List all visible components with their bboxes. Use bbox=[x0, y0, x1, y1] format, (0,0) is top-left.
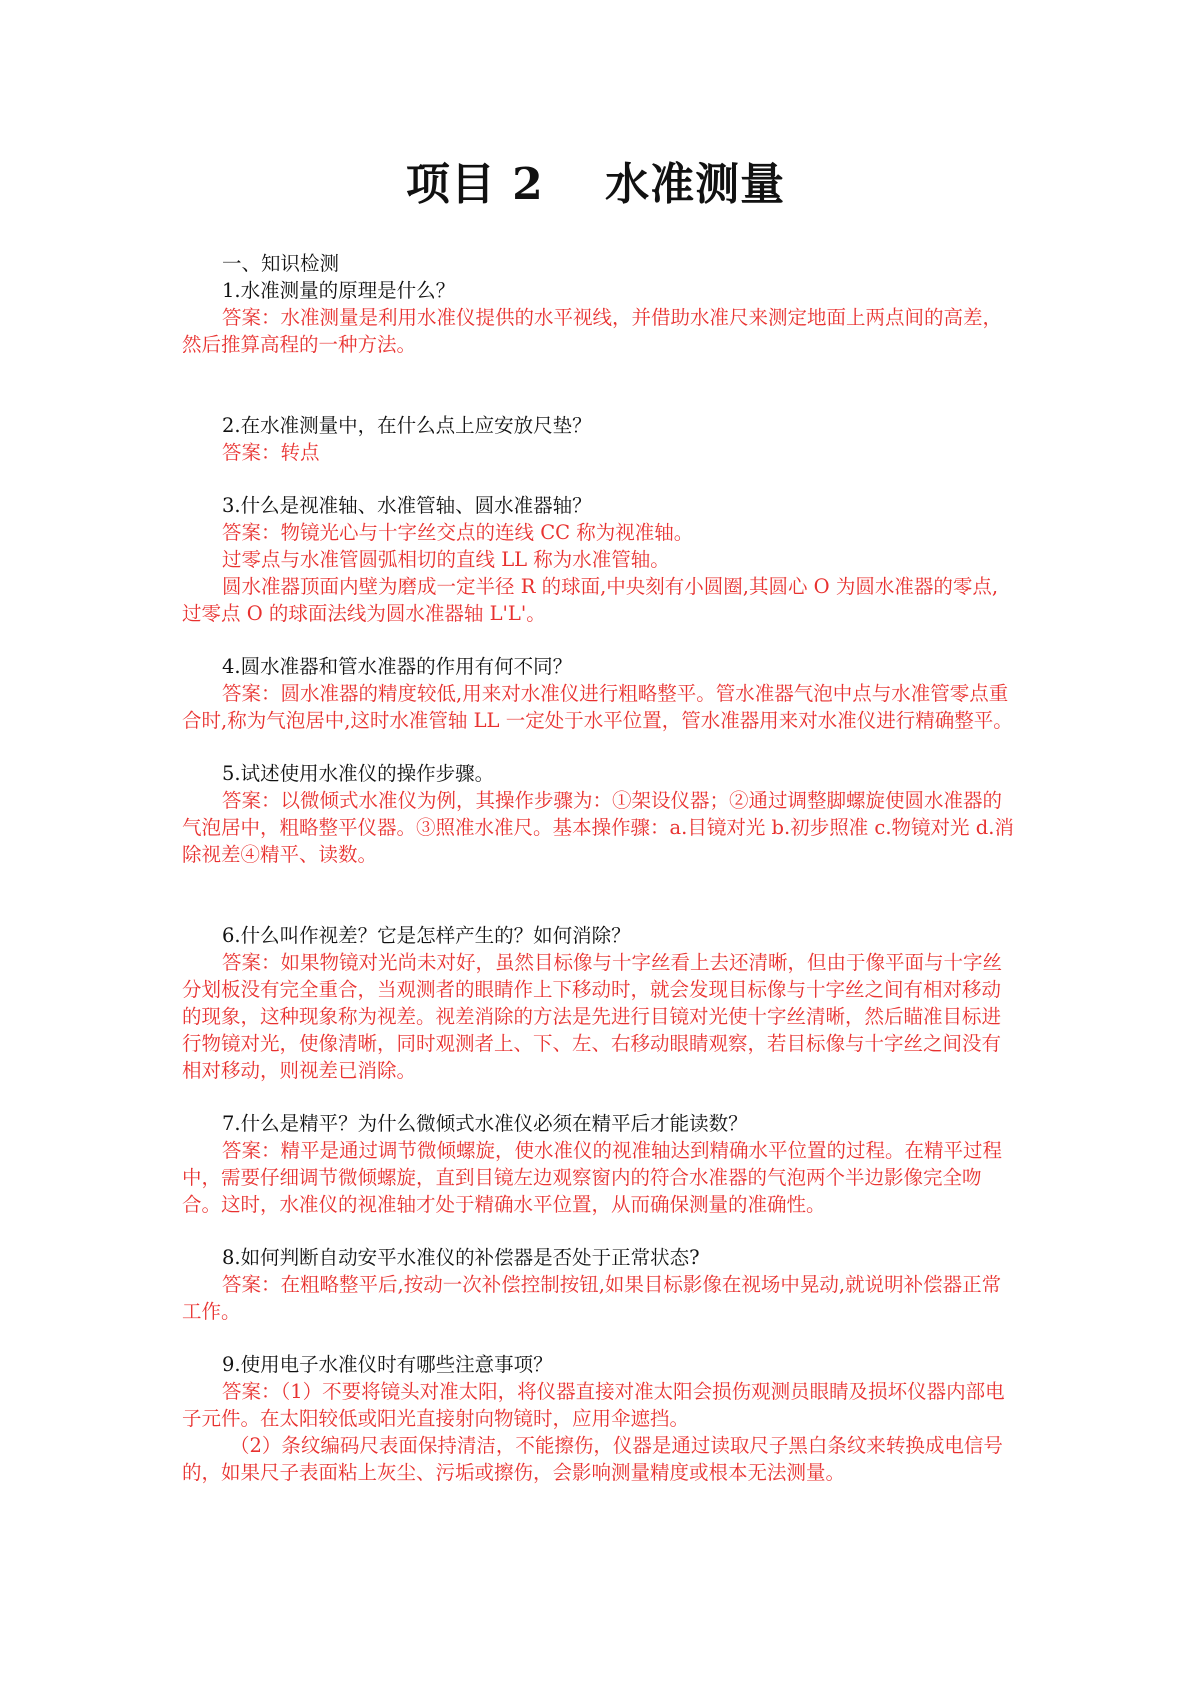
question-8: 8.如何判断自动安平水准仪的补偿器是否处于正常状态? bbox=[222, 1246, 700, 1269]
question-2: 2.在水准测量中，在什么点上应安放尺垫？ bbox=[222, 414, 592, 437]
qa-item-2 bbox=[182, 412, 1015, 466]
qa-item-9 bbox=[182, 1351, 1015, 1486]
answer-3-line-1: 答案：物镜光心与十字丝交点的连线 CC 称为视准轴。 bbox=[222, 521, 694, 544]
answer-7: 答案：精平是通过调节微倾螺旋，使水准仪的视准轴达到精确水平位置的过程。在精平过程中，需要仔细调节微倾螺旋，直到目镜左边观察窗内的符合水准器的气泡两个半边影像完全吻合。这时，水准仪的视准轴才处于精确水平位置，从而确保测量的准确性。 bbox=[182, 1139, 1003, 1216]
answer-4: 答案：圆水准器的精度较低,用来对水准仪进行粗略整平。管水准器气泡中点与水准管零点重合时,称为气泡居中,这时水准管轴 LL 一定处于水平位置，管水准器用来对水准仪进行精确整平。 bbox=[182, 682, 1013, 732]
question-1: 1.水准测量的原理是什么？ bbox=[222, 279, 456, 302]
answer-8: 答案：在粗略整平后,按动一次补偿控制按钮,如果目标影像在视场中晃动,就说明补偿器正常工作。 bbox=[182, 1273, 1002, 1323]
question-7: 7.什么是精平？为什么微倾式水准仪必须在精平后才能读数？ bbox=[222, 1112, 748, 1135]
qa-item-8 bbox=[182, 1244, 1015, 1325]
qa-item-5 bbox=[182, 760, 1015, 868]
qa-item-6 bbox=[182, 922, 1015, 1084]
answer-1: 答案：水准测量是利用水准仪提供的水平视线，并借助水准尺来测定地面上两点间的高差，然后推算高程的一种方法。 bbox=[182, 306, 1003, 356]
question-9: 9.使用电子水准仪时有哪些注意事项？ bbox=[222, 1353, 553, 1376]
question-3: 3.什么是视准轴、水准管轴、圆水准器轴？ bbox=[222, 494, 592, 517]
section-heading: 一、知识检测 bbox=[222, 252, 340, 275]
answer-9-part-2: （2）条纹编码尺表面保持清洁，不能擦伤，仪器是通过读取尺子黑白条纹来转换成电信号的，如果尺子表面粘上灰尘、污垢或擦伤，会影响测量精度或根本无法测量。 bbox=[182, 1434, 1003, 1484]
question-6: 6.什么叫作视差？它是怎样产生的？如何消除？ bbox=[222, 924, 631, 947]
answer-3-line-3: 圆水准器顶面内壁为磨成一定半径 R 的球面,中央刻有小圆圈,其圆心 O 为圆水准器的零点,过零点 O 的球面法线为圆水准器轴 L'L'。 bbox=[182, 575, 999, 625]
qa-item-7 bbox=[182, 1110, 1015, 1218]
answer-3-line-2: 过零点与水准管圆弧相切的直线 LL 称为水准管轴。 bbox=[222, 548, 670, 571]
document-body bbox=[182, 250, 1015, 1500]
qa-item-3 bbox=[182, 492, 1015, 627]
qa-item-4 bbox=[182, 653, 1015, 734]
page-title: 项目 2 水准测量 bbox=[405, 159, 786, 210]
question-4: 4.圆水准器和管水准器的作用有何不同？ bbox=[222, 655, 573, 678]
answer-9-part-1: 答案：（1）不要将镜头对准太阳，将仪器直接对准太阳会损伤观测员眼睛及损坏仪器内部电子元件。在太阳较低或阳光直接射向物镜时，应用伞遮挡。 bbox=[182, 1380, 1005, 1430]
qa-item-1 bbox=[182, 277, 1015, 358]
answer-2: 答案：转点 bbox=[222, 441, 320, 464]
answer-5: 答案：以微倾式水准仪为例，其操作步骤为：①架设仪器；②通过调整脚螺旋使圆水准器的气泡居中，粗略整平仪器。③照准水准尺。基本操作骤：a.目镜对光 b.初步照准 c.物镜对光 d.消除视差④精平、读数。 bbox=[182, 789, 1014, 866]
question-5: 5.试述使用水准仪的操作步骤。 bbox=[222, 762, 495, 785]
answer-6: 答案：如果物镜对光尚未对好，虽然目标像与十字丝看上去还清晰，但由于像平面与十字丝分划板没有完全重合，当观测者的眼睛作上下移动时，就会发现目标像与十字丝之间有相对移动的现象，这种现象称为视差。视差消除的方法是先进行目镜对光使十字丝清晰，然后瞄准目标进行物镜对光，使像清晰，同时观测者上、下、左、右移动眼睛观察，若目标像与十字丝之间没有相对移动，则视差已消除。 bbox=[182, 951, 1003, 1082]
